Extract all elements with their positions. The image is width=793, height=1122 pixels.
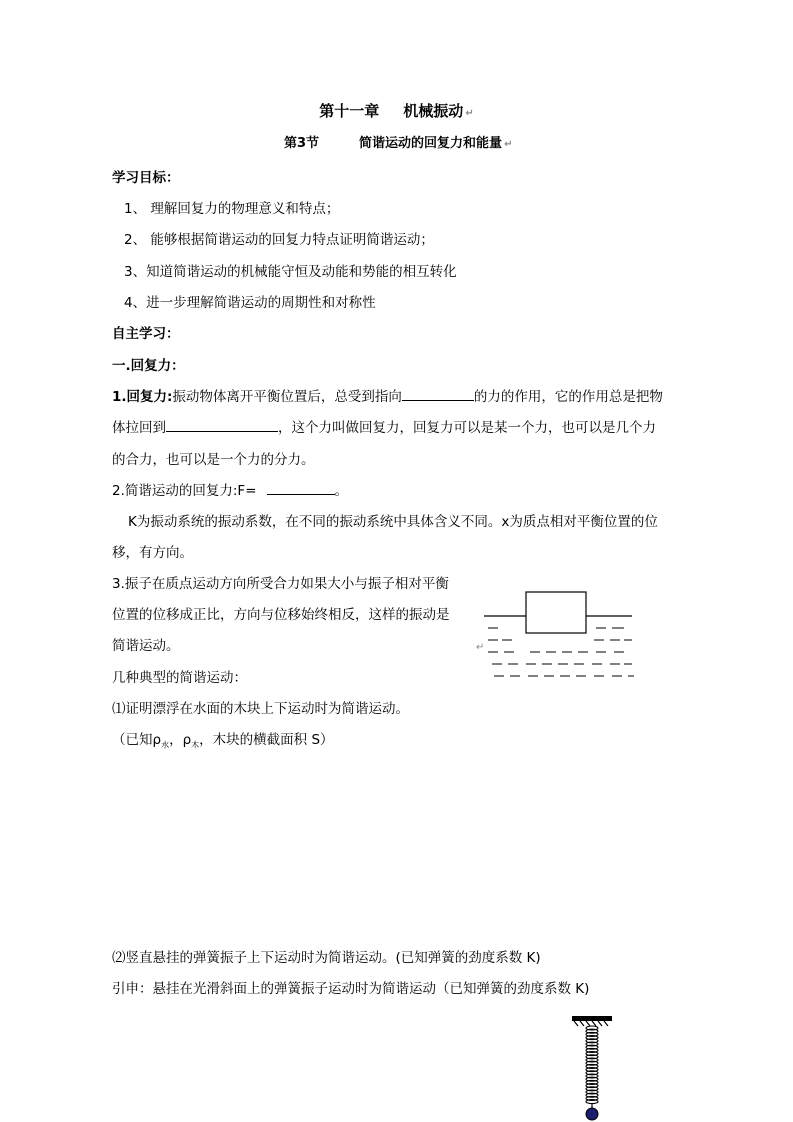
question-1-given: （已知$\rho_水$，$\rho_木$，木块的横截面积 S） — [112, 732, 334, 750]
question-incline-spring: 引申：悬挂在光滑斜面上的弹簧振子运动时为简谐运动（已知弹簧的劲度系数 K) — [112, 981, 590, 997]
goal-item: 1、 理解回复力的物理意义和特点； — [124, 201, 340, 217]
formula-note-line-2: 移，有方向。 — [112, 545, 193, 561]
shm-definition-line-2: 位置的位移成正比，方向与位移始终相反，这样的振动是 — [112, 607, 450, 623]
water-dashes — [488, 628, 634, 676]
paragraph-mark: ↵ — [465, 108, 474, 119]
question-floating-block: ⑴证明漂浮在水面的木块上下运动时为简谐运动。 — [112, 701, 409, 717]
wooden-block — [526, 592, 586, 633]
section-number: 第3节 — [284, 136, 320, 151]
section-heading-restoring-force: 一.回复力： — [112, 358, 185, 374]
ceiling-hatch — [574, 1021, 608, 1026]
question-vertical-spring: ⑵竖直悬挂的弹簧振子上下运动时为简谐运动。(已知弹簧的劲度系数 K) — [112, 950, 541, 966]
restoring-force-line-3: 的合力，也可以是一个力的分力。 — [112, 452, 315, 468]
goal-item: 4、进一步理解简谐运动的周期性和对称性 — [124, 295, 376, 311]
ceiling-support — [572, 1016, 612, 1021]
fill-in-blank[interactable] — [166, 417, 278, 432]
fill-in-blank[interactable] — [402, 386, 474, 401]
chapter-number: 第十一章 — [319, 102, 380, 120]
floating-block-diagram — [474, 586, 638, 686]
section-title — [284, 132, 512, 151]
goal-item: 2、 能够根据简谐运动的回复力特点证明简谐运动； — [124, 232, 434, 248]
oscillator-ball — [586, 1108, 598, 1120]
hanging-spring-diagram — [568, 1012, 618, 1122]
spring-coils — [586, 1026, 598, 1104]
shm-force-formula: 2.简谐运动的回复力:F= 。 — [112, 479, 348, 499]
paragraph-mark: ↵ — [504, 139, 513, 150]
chapter-name: 机械振动 — [403, 102, 464, 120]
shm-definition-line-3: 简谐运动。 — [112, 638, 180, 654]
goals-heading: 学习目标： — [112, 170, 180, 186]
formula-note-line-1: K为振动系统的振动系数，在不同的振动系统中具体含义不同。x为质点相对平衡位置的位 — [128, 514, 658, 530]
section-name: 简谐运动的回复力和能量 — [359, 136, 503, 151]
chapter-title — [0, 100, 793, 121]
fill-in-blank[interactable] — [267, 480, 335, 495]
restoring-force-line-1: 1.回复力:振动物体离开平衡位置后，总受到指向 的力的作用，它的作用总是把物 — [112, 385, 663, 405]
self-study-heading: 自主学习： — [112, 326, 180, 342]
goal-item: 3、知道简谐运动的机械能守恒及动能和势能的相互转化 — [124, 264, 457, 280]
shm-definition-line-1: 3.振子在质点运动方向所受合力如果大小与振子相对平衡 — [112, 576, 449, 592]
typical-shm-heading: 几种典型的简谐运动： — [112, 670, 247, 686]
restoring-force-line-2: 体拉回到 ，这个力叫做回复力，回复力可以是某一个力，也可以是几个力 — [112, 416, 656, 436]
paragraph-mark: ↵ — [476, 642, 485, 653]
term-restoring-force: 1.回复力: — [112, 389, 173, 405]
